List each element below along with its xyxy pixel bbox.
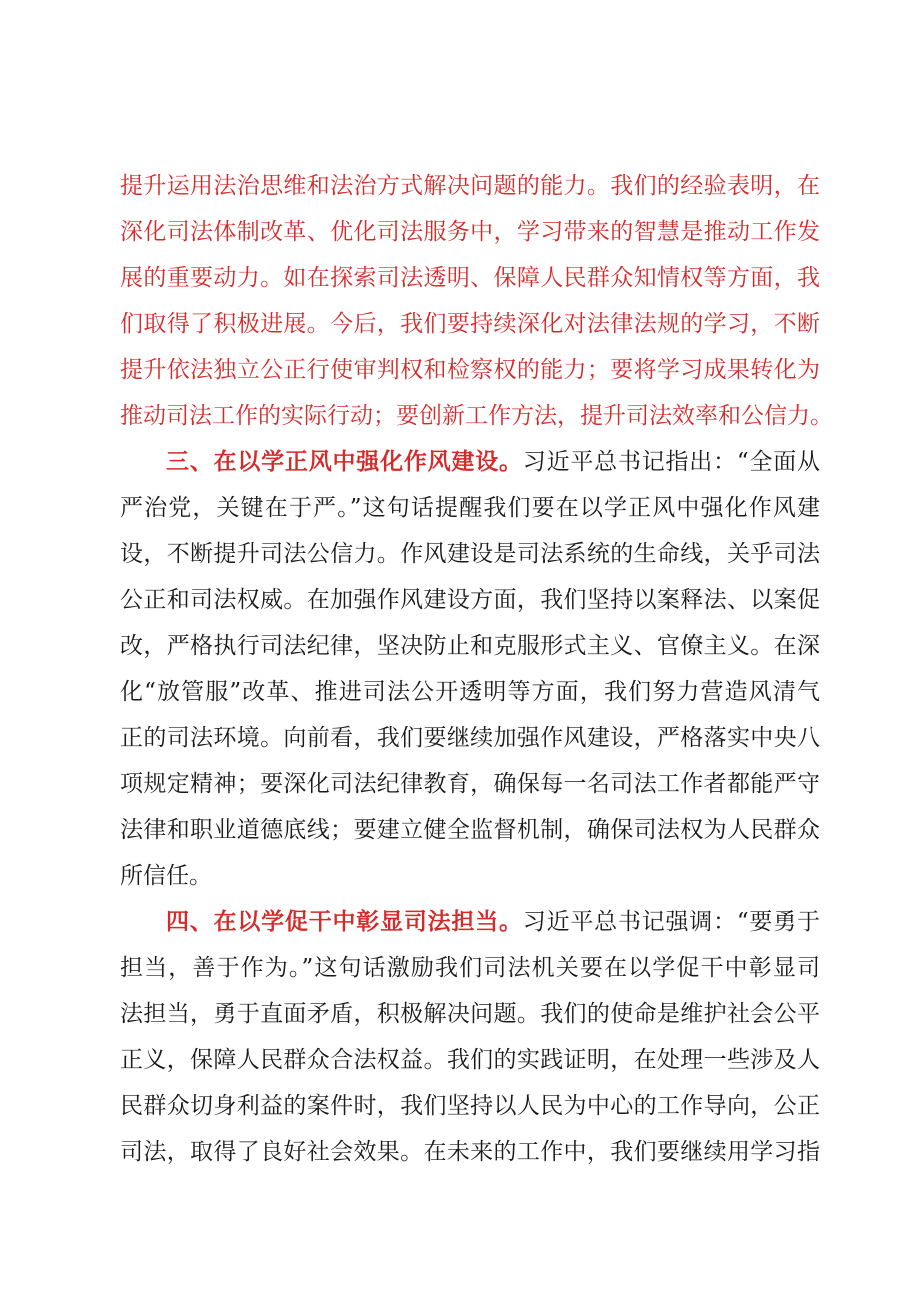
body-line: 改，严格执行司法纪律，坚决防止和克服形式主义、官僚主义。在深 [120, 633, 820, 659]
section-four-lead-text: 习近平总书记强调：“要勇于 [522, 909, 820, 935]
body-line: 正的司法环境。向前看，我们要继续加强作风建设，严格落实中央八 [120, 725, 820, 751]
red-paragraph-line: 提升依法独立公正行使审判权和检察权的能力；要将学习成果转化为 [120, 357, 820, 383]
red-paragraph-line: 深化司法体制改革、优化司法服务中，学习带来的智慧是推动工作发 [120, 219, 820, 245]
section-three-lead-text: 习近平总书记指出：“全面从 [522, 449, 820, 475]
body-line: 民群众切身利益的案件时，我们坚持以人民为中心的工作导向，公正 [120, 1093, 820, 1119]
body-line: 化“放管服”改革、推进司法公开透明等方面，我们努力营造风清气 [120, 679, 820, 705]
body-line: 司法，取得了良好社会效果。在未来的工作中，我们要继续用学习指 [120, 1139, 820, 1165]
body-line: 设，不断提升司法公信力。作风建设是司法系统的生命线，关乎司法 [120, 541, 820, 567]
body-line: 担当，善于作为。”这句话激励我们司法机关要在以学促干中彰显司 [120, 955, 820, 981]
section-three-first-line [166, 442, 820, 482]
body-line: 项规定精神；要深化司法纪律教育，确保每一名司法工作者都能严守 [120, 771, 820, 797]
section-four-first-line [166, 902, 820, 942]
body-line: 法律和职业道德底线；要建立健全监督机制，确保司法权为人民群众 [120, 817, 820, 843]
red-paragraph-line: 展的重要动力。如在探索司法透明、保障人民群众知情权等方面，我 [120, 265, 820, 291]
section-four-heading: 四、在以学促干中彰显司法担当。 [166, 909, 523, 935]
body-line: 公正和司法权威。在加强作风建设方面，我们坚持以案释法、以案促 [120, 587, 820, 613]
red-paragraph-line: 推动司法工作的实际行动；要创新工作方法，提升司法效率和公信力。 [120, 403, 833, 429]
body-line-last: 所信任。 [120, 863, 212, 889]
body-line: 正义，保障人民群众合法权益。我们的实践证明，在处理一些涉及人 [120, 1047, 820, 1073]
body-line: 严治党，关键在于严。”这句话提醒我们要在以学正风中强化作风建 [120, 495, 820, 521]
red-paragraph-line: 们取得了积极进展。今后，我们要持续深化对法律法规的学习，不断 [120, 311, 820, 337]
red-paragraph-line: 提升运用法治思维和法治方式解决问题的能力。我们的经验表明，在 [120, 173, 820, 199]
body-line: 法担当，勇于直面矛盾，积极解决问题。我们的使命是维护社会公平 [120, 1001, 820, 1027]
section-three-heading: 三、在以学正风中强化作风建设。 [166, 449, 523, 475]
